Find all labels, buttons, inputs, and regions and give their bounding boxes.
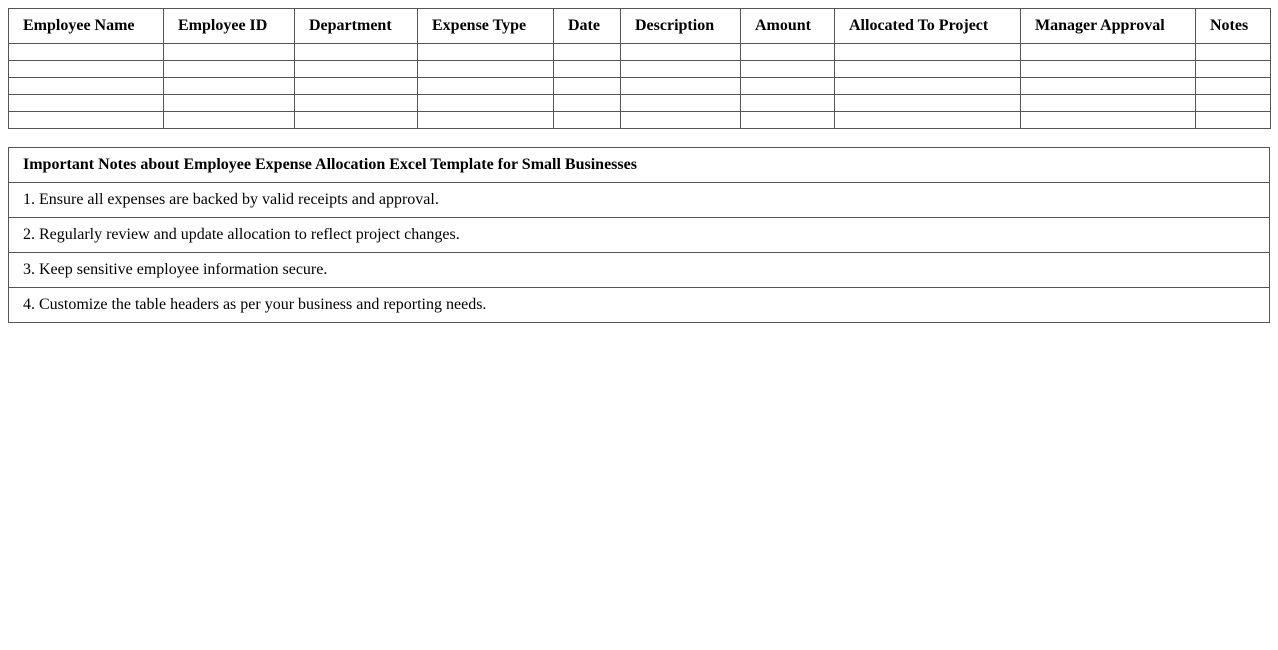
table-cell[interactable]: [9, 78, 164, 95]
table-cell[interactable]: [1021, 112, 1196, 129]
table-cell[interactable]: [9, 61, 164, 78]
table-cell[interactable]: [741, 44, 835, 61]
table-cell[interactable]: [554, 78, 621, 95]
column-header-employee-name: Employee Name: [9, 9, 164, 44]
table-cell[interactable]: [554, 95, 621, 112]
table-cell[interactable]: [741, 78, 835, 95]
table-cell[interactable]: [418, 61, 554, 78]
column-header-employee-id: Employee ID: [164, 9, 295, 44]
page-content: [8, 8, 1270, 323]
table-cell[interactable]: [835, 61, 1021, 78]
notes-title: Important Notes about Employee Expense Allocation Excel Template for Small Businesses: [9, 148, 1270, 183]
list-item: [9, 253, 1270, 288]
table-cell[interactable]: [1021, 95, 1196, 112]
table-row: [9, 112, 1271, 129]
table-cell[interactable]: [1196, 44, 1271, 61]
table-cell[interactable]: [621, 78, 741, 95]
column-header-notes: Notes: [1196, 9, 1271, 44]
expense-allocation-table: [8, 8, 1271, 129]
table-cell[interactable]: [554, 44, 621, 61]
table-cell[interactable]: [418, 44, 554, 61]
table-header-row: [9, 9, 1271, 44]
table-cell[interactable]: [741, 95, 835, 112]
table-cell[interactable]: [835, 95, 1021, 112]
table-row: [9, 95, 1271, 112]
table-cell[interactable]: [418, 112, 554, 129]
note-item: 3. Keep sensitive employee information secure.: [9, 253, 1270, 288]
column-header-date: Date: [554, 9, 621, 44]
important-notes-table: [8, 147, 1270, 323]
table-cell[interactable]: [621, 112, 741, 129]
column-header-description: Description: [621, 9, 741, 44]
table-cell[interactable]: [295, 95, 418, 112]
table-cell[interactable]: [1196, 95, 1271, 112]
table-cell[interactable]: [835, 44, 1021, 61]
table-cell[interactable]: [418, 78, 554, 95]
column-header-manager-approval: Manager Approval: [1021, 9, 1196, 44]
table-cell[interactable]: [554, 112, 621, 129]
table-cell[interactable]: [164, 95, 295, 112]
table-cell[interactable]: [295, 112, 418, 129]
note-item: 2. Regularly review and update allocation to reflect project changes.: [9, 218, 1270, 253]
table-cell[interactable]: [164, 44, 295, 61]
table-cell[interactable]: [835, 112, 1021, 129]
table-cell[interactable]: [835, 78, 1021, 95]
table-cell[interactable]: [1021, 78, 1196, 95]
table-cell[interactable]: [1021, 44, 1196, 61]
table-cell[interactable]: [621, 95, 741, 112]
table-cell[interactable]: [164, 112, 295, 129]
table-cell[interactable]: [741, 61, 835, 78]
table-cell[interactable]: [9, 112, 164, 129]
table-cell[interactable]: [1196, 112, 1271, 129]
table-cell[interactable]: [621, 44, 741, 61]
table-cell[interactable]: [1196, 78, 1271, 95]
table-cell[interactable]: [9, 95, 164, 112]
table-cell[interactable]: [9, 44, 164, 61]
table-cell[interactable]: [741, 112, 835, 129]
column-header-department: Department: [295, 9, 418, 44]
table-cell[interactable]: [164, 78, 295, 95]
table-row: [9, 44, 1271, 61]
table-cell[interactable]: [418, 95, 554, 112]
list-item: [9, 218, 1270, 253]
note-item: 1. Ensure all expenses are backed by valid receipts and approval.: [9, 183, 1270, 218]
table-cell[interactable]: [295, 78, 418, 95]
note-item: 4. Customize the table headers as per your business and reporting needs.: [9, 288, 1270, 323]
list-item: [9, 183, 1270, 218]
table-row: [9, 78, 1271, 95]
table-cell[interactable]: [295, 61, 418, 78]
table-cell[interactable]: [554, 61, 621, 78]
list-item: [9, 288, 1270, 323]
table-cell[interactable]: [621, 61, 741, 78]
column-header-amount: Amount: [741, 9, 835, 44]
column-header-allocated-to-project: Allocated To Project: [835, 9, 1021, 44]
table-cell[interactable]: [295, 44, 418, 61]
table-cell[interactable]: [164, 61, 295, 78]
notes-header-row: [9, 148, 1270, 183]
table-cell[interactable]: [1196, 61, 1271, 78]
table-cell[interactable]: [1021, 61, 1196, 78]
column-header-expense-type: Expense Type: [418, 9, 554, 44]
table-row: [9, 61, 1271, 78]
